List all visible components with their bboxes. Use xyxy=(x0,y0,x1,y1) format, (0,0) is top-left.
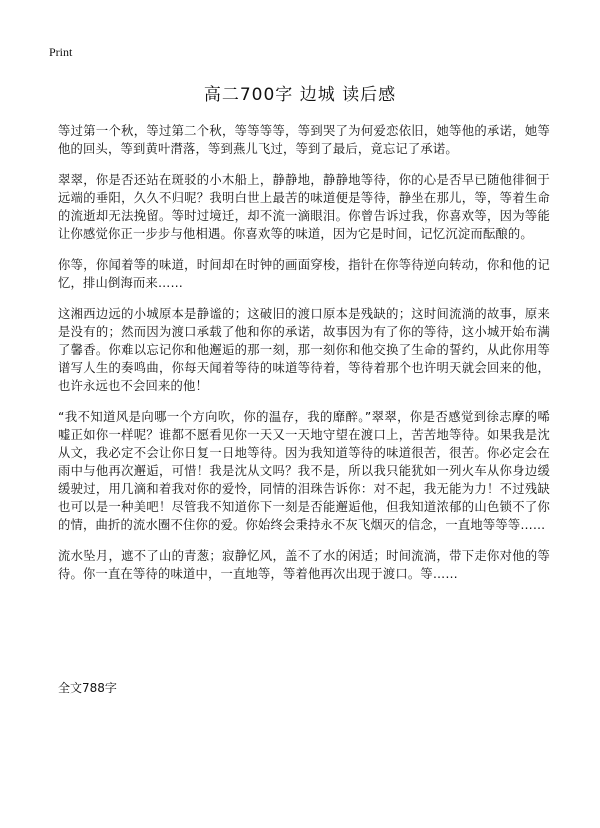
article-title: 高二700字 边城 读后感 xyxy=(203,85,397,105)
article-paragraph: 等过第一个秋，等过第二个秋，等等等等，等到哭了为何爱恋依旧，她等他的承诺，她等他的回头，等到黄叶潸落，等到燕儿飞过，等到了最后，竟忘记了承诺。 xyxy=(58,124,550,156)
article-paragraph: 你等，你闻着等的味道，时间却在时钟的画面穿梭，指针在你等待逆向转动，你和他的记忆，排山倒海而来…… xyxy=(58,258,550,290)
word-count: 全文788字 xyxy=(58,681,117,695)
article-paragraph: “我不知道风是向哪一个方向吹，你的温存，我的靡醉。”翠翠，你是否感觉到徐志摩的唏嘘正如你一样呢？谁都不愿看见你一天又一天地守望在渡口上，苦苦地等待。如果我是沈从文，我必定不会让你日复一日地等待。因为我知道等待的味道很苦，很苦。你必定会在雨中与他再次邂逅，可惜！我是沈从文吗？我不是，所以我只能犹如一列火车从你身边缓缓驶过，用几滴和着我对你的爱怜，同情的泪珠告诉你：对不起，我无能为力！不过残缺也可以是一种美吧！尽管我不知道你下一刻是否能邂逅他，但我知道浓郁的山色锁不了你的情，曲折的流水圈不住你的爱。你始终会秉持永不灰飞烟灭的信念，一直地等等等…… xyxy=(58,410,550,532)
article-paragraph: 这湘西边远的小城原本是静谧的；这破旧的渡口原本是残缺的；这时间流淌的故事，原来是没有的；然而因为渡口承载了他和你的承诺，故事因为有了你的等待，这小城开始布满了馨香。你难以忘记你和他邂逅的那一刻，那一刻你和他交换了生命的誓约，从此你用等谱写人生的奏鸣曲，你每天闻着等待的味道等待着，等待着那个也许明天就会回来的他，也许永远也不会回来的他！ xyxy=(58,307,550,393)
article-body xyxy=(58,122,550,596)
article-paragraph: 翠翠，你是否还站在斑驳的小木船上，静静地，静静地等待，你的心是否早已随他徘徊于远端的垂阳，久久不归呢？我明白世上最苦的味道便是等待，静坐在那儿，等，等着生命的流逝却无法挽留。等时过境迁，却不流一滴眼泪。你曾告诉过我，你喜欢等，因为等能让你感觉你正一步步与他相遇。你喜欢等的味道，因为它是时间，记忆沉淀而酝酿的。 xyxy=(58,173,550,241)
print-link[interactable]: Print xyxy=(49,45,73,59)
article-paragraph: 流水坠月，遮不了山的青葱；寂静忆风，盖不了水的闲适；时间流淌，带下走你对他的等待。你一直在等待的味道中，一直地等，等着他再次出现于渡口。等…… xyxy=(58,549,550,581)
